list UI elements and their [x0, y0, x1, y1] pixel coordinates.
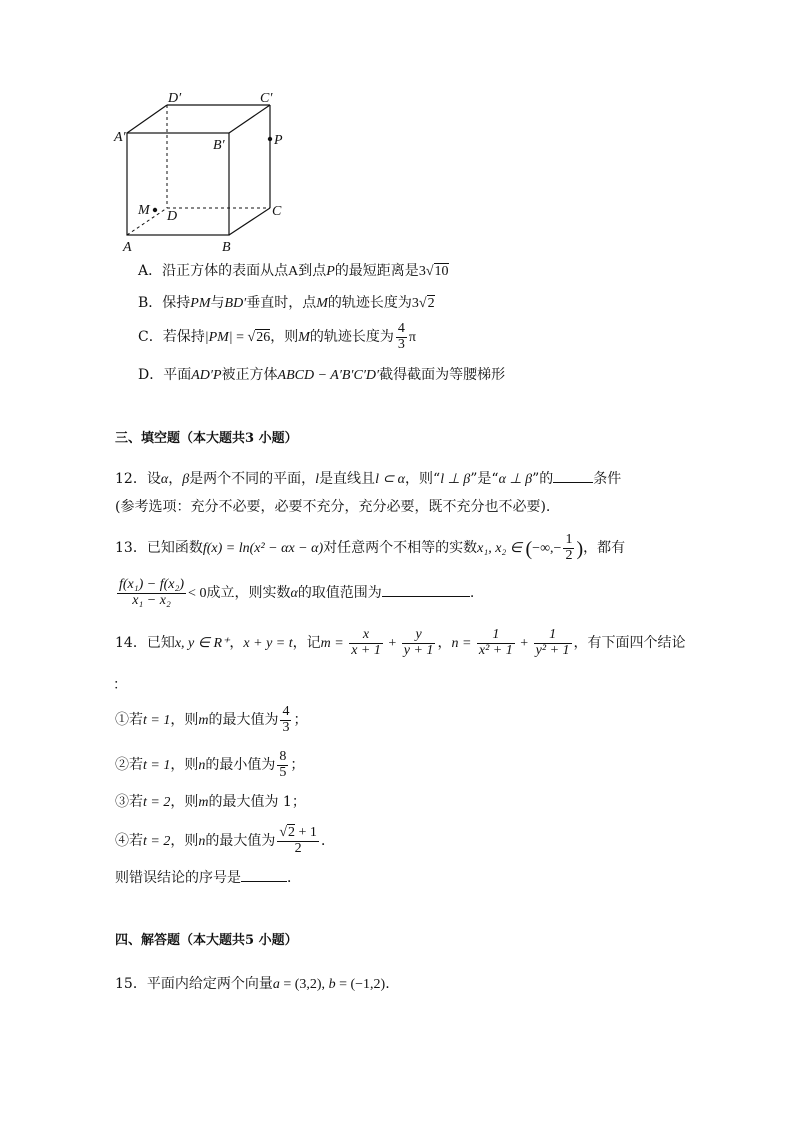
- q14-question-text: 则错误结论的序号是: [115, 870, 241, 886]
- option-b-text4: 的轨迹长度为: [327, 295, 412, 311]
- q14-s4-num: √2 + 1: [279, 825, 317, 840]
- q14-s4-den: 2: [294, 840, 302, 856]
- q12-answer-blank: [553, 482, 593, 483]
- option-c-pi: π: [408, 330, 416, 346]
- option-b: B．保持PM与BD′垂直时，点M的轨迹长度为3√2: [138, 295, 435, 311]
- option-a: A．沿正方体的表面从点A到点P的最短距离是3√10: [138, 263, 449, 279]
- q15-vector-a: a: [272, 977, 280, 992]
- q14-s2-text2: ，则: [170, 757, 199, 774]
- q12-text: 12．设: [115, 471, 161, 487]
- q13-answer-blank: [382, 596, 470, 597]
- option-b-radicand: 2: [427, 296, 435, 311]
- q14-m-frac2: [402, 628, 436, 658]
- q14-s1-num: 4: [282, 704, 290, 719]
- option-d-text3: 截得截面为等腰梯形: [379, 367, 506, 383]
- q14-n-frac2-num: 1: [534, 628, 572, 644]
- cube-edge: [229, 208, 270, 235]
- option-c-eq: =: [232, 330, 248, 346]
- q13-half-den: 2: [565, 547, 573, 563]
- q13-alpha: α: [290, 586, 298, 602]
- q14-statement-4: [115, 826, 335, 856]
- q14-s3-t: t = 2: [143, 795, 171, 810]
- option-c: C．若保持|PM| = √26，则M的轨迹长度为 $\frac{4}{3}$ π: [138, 321, 416, 352]
- option-d-text2: 被正方体: [221, 367, 278, 383]
- label-d1: D′: [168, 91, 182, 106]
- option-a-text: A．沿正方体的表面从点: [138, 263, 289, 279]
- q14-n-frac1-num: 1: [477, 628, 515, 644]
- q14-statement-3: [115, 795, 306, 810]
- q14-answer-blank: [241, 881, 287, 882]
- q14-s4-text: ④若: [115, 833, 143, 850]
- option-b-coef: 3: [411, 296, 419, 311]
- q14-plus1: +: [384, 636, 400, 652]
- q12-alpha: α: [160, 472, 169, 487]
- question-12-line2: (参考选项：充分不必要，必要不充分，充分必要，既不充分也不必要).: [115, 499, 551, 515]
- q14-s1-den: 3: [282, 719, 290, 735]
- q12-cond2: α ⊥ β: [498, 472, 533, 487]
- section-3-heading: 三、填空题（本大题共3 小题）: [115, 431, 298, 446]
- question-13: [115, 532, 625, 565]
- label-b: B: [222, 240, 231, 255]
- q14-s4-var: n: [198, 834, 206, 850]
- question-15: [115, 977, 390, 992]
- q13-half-num: 1: [565, 531, 573, 547]
- q14-m-frac1: [349, 628, 383, 658]
- q13-text3: ，都有: [583, 540, 626, 556]
- q12-l: l: [315, 472, 320, 487]
- q14-s2-frac: [277, 750, 288, 780]
- option-a-point-p: P: [326, 264, 335, 279]
- q14-question-end: ．: [287, 870, 301, 886]
- point-m: [153, 208, 157, 212]
- point-p: [268, 137, 272, 141]
- option-a-text3: 的最短距离是: [334, 263, 419, 279]
- q14-s2-text3: 的最小值为: [205, 757, 276, 774]
- option-a-coef: 3: [418, 264, 426, 279]
- q14-s1-end: ；: [293, 712, 308, 729]
- q12-text3: 是直线且: [319, 471, 376, 487]
- option-c-m: M: [298, 330, 310, 346]
- q14-s2-num: 8: [279, 749, 287, 764]
- q14-s2-t: t = 1: [143, 758, 171, 774]
- option-a-point-a: A: [288, 264, 299, 279]
- q14-s1-t: t = 1: [143, 713, 171, 729]
- option-b-m: M: [316, 296, 328, 311]
- q13-difference-quotient: [117, 578, 186, 608]
- q12-condition: l ⊂ α: [375, 472, 406, 487]
- q12-cond1: l ⊥ β: [440, 472, 471, 487]
- q14-s4-end: ．: [320, 833, 335, 850]
- q14-sum: x + y = t: [243, 636, 293, 652]
- q14-m-lhs: m =: [320, 636, 348, 652]
- section-4-heading: 四、解答题（本大题共5 小题）: [115, 933, 298, 948]
- q14-text2: ，记: [292, 635, 321, 652]
- option-c-text: C．若保持: [138, 329, 205, 346]
- question-14: [115, 628, 686, 658]
- option-d: [138, 368, 505, 383]
- option-b-pm: PM: [190, 296, 211, 311]
- q14-statement-2: [115, 750, 304, 780]
- option-d-text: D．平面: [138, 367, 192, 383]
- label-b1: B′: [213, 138, 225, 153]
- q13-text4: 成立，则实数: [206, 585, 291, 602]
- q14-s4-t: t = 2: [143, 834, 171, 850]
- option-c-fraction: [396, 322, 407, 352]
- q15-text: 15．平面内给定两个向量: [115, 976, 273, 992]
- label-d: D: [167, 209, 178, 224]
- label-c1: C′: [260, 91, 273, 106]
- question-12: [115, 472, 621, 487]
- label-p: P: [274, 133, 283, 148]
- q14-s2-end: ；: [290, 757, 305, 774]
- q14-n-frac1-den: x² + 1: [478, 642, 513, 658]
- q14-colon: ：: [113, 677, 127, 693]
- option-b-text: B．保持: [138, 295, 191, 311]
- option-c-text3: 的轨迹长度为: [309, 329, 394, 346]
- q13-vars: x₁, x₂ ∈: [477, 541, 526, 556]
- q13-paren-open: (: [525, 538, 533, 560]
- option-d-plane: AD′P: [191, 368, 222, 383]
- q14-s1-text3: 的最大值为: [208, 712, 279, 729]
- q14-s4-num-radicand: 2: [288, 825, 296, 840]
- q13-text5: 的取值范围为: [297, 585, 382, 602]
- option-b-bd: BD′: [224, 296, 247, 311]
- q14-s1-text2: ，则: [170, 712, 199, 729]
- q13-text2: 对任意两个不相等的实数: [323, 540, 478, 556]
- option-c-frac-den: 3: [397, 336, 405, 352]
- q15-vector-b: b: [328, 977, 336, 992]
- q13-paren-close: ): [576, 538, 584, 560]
- q14-s4-num-rest: + 1: [295, 825, 317, 840]
- q13-half: [563, 533, 574, 563]
- q14-s3-text2: ，则: [170, 794, 199, 810]
- option-a-text2: 到点: [298, 263, 327, 279]
- q12-beta: β: [182, 472, 190, 487]
- q14-domain: x, y ∈ R⁺: [174, 636, 230, 652]
- q13-text: 13．已知函数: [115, 540, 203, 556]
- q15-vector-b-value: = (−1,2): [335, 977, 386, 992]
- question-13-line2: [115, 578, 474, 608]
- q13-dq-den: x₁ − x₂: [132, 592, 171, 608]
- label-a: A: [123, 240, 132, 255]
- q14-comma: ，: [229, 635, 244, 652]
- q13-function: f(x) = ln(x² − αx − α): [202, 541, 324, 556]
- q14-s4-text2: ，则: [170, 833, 199, 850]
- q14-s3-text3: 的最大值为 1；: [208, 794, 306, 810]
- q14-n-frac1: [477, 628, 515, 658]
- q15-vector-a-value: = (3,2),: [279, 977, 329, 992]
- cube-edge: [229, 105, 270, 133]
- cube-figure: [110, 88, 300, 256]
- option-c-text2: ，则: [270, 329, 299, 346]
- q12-text6: ”的: [532, 471, 554, 487]
- q12-comma: ，: [168, 471, 183, 487]
- q14-m-frac1-num: x: [349, 628, 383, 644]
- q12-text4: ，则“: [405, 471, 441, 487]
- q14-comma2: ，: [437, 635, 452, 652]
- q14-s1-frac: [280, 705, 291, 735]
- option-d-cube: ABCD − A′B′C′D′: [277, 368, 380, 383]
- option-a-radicand: 10: [434, 264, 449, 279]
- q14-n-lhs: n =: [451, 636, 475, 652]
- q14-m-frac1-den: x + 1: [351, 642, 381, 658]
- q13-interval-left: −∞,−: [532, 541, 562, 556]
- q14-n-frac2: [534, 628, 572, 658]
- q14-s3-var: m: [198, 795, 209, 810]
- q14-s1-var: m: [198, 713, 209, 729]
- q14-plus2: +: [516, 636, 532, 652]
- label-m: M: [138, 203, 150, 218]
- q14-question: [115, 871, 301, 885]
- q14-m-frac2-num: y: [402, 628, 436, 644]
- option-b-text2: 与: [210, 295, 225, 311]
- q12-text2: 是两个不同的平面，: [189, 471, 316, 487]
- q14-s4-frac: [277, 826, 319, 856]
- q14-m-frac2-den: y + 1: [403, 642, 434, 658]
- q14-statement-1: [115, 705, 307, 735]
- q14-s2-var: n: [198, 758, 206, 774]
- q14-s1-text: ①若: [115, 712, 143, 729]
- q14-s2-text: ②若: [115, 757, 143, 774]
- option-c-abs: |PM|: [204, 330, 233, 346]
- q13-dq-num: f(x₁) − f(x₂): [119, 577, 185, 592]
- q14-n-frac2-den: y² + 1: [535, 642, 570, 658]
- q14-s4-text3: 的最大值为: [205, 833, 276, 850]
- q13-end: .: [469, 585, 475, 602]
- label-c: C: [272, 204, 282, 219]
- q12-text5: ”是“: [470, 471, 499, 487]
- label-a1: A′: [114, 130, 126, 145]
- q13-lt: < 0: [188, 586, 207, 602]
- cube-edge: [127, 105, 167, 133]
- option-b-text3: 垂直时，点: [246, 295, 317, 311]
- q15-end: .: [385, 976, 390, 992]
- q12-text7: 条件: [593, 471, 622, 487]
- q14-text: 14．已知: [115, 635, 175, 652]
- q14-s2-den: 5: [279, 764, 287, 780]
- q14-text3: ，有下面四个结论: [573, 635, 686, 652]
- option-c-radicand: 26: [256, 330, 271, 346]
- option-c-frac-num: 4: [397, 321, 405, 336]
- q14-s3-text: ③若: [115, 794, 143, 810]
